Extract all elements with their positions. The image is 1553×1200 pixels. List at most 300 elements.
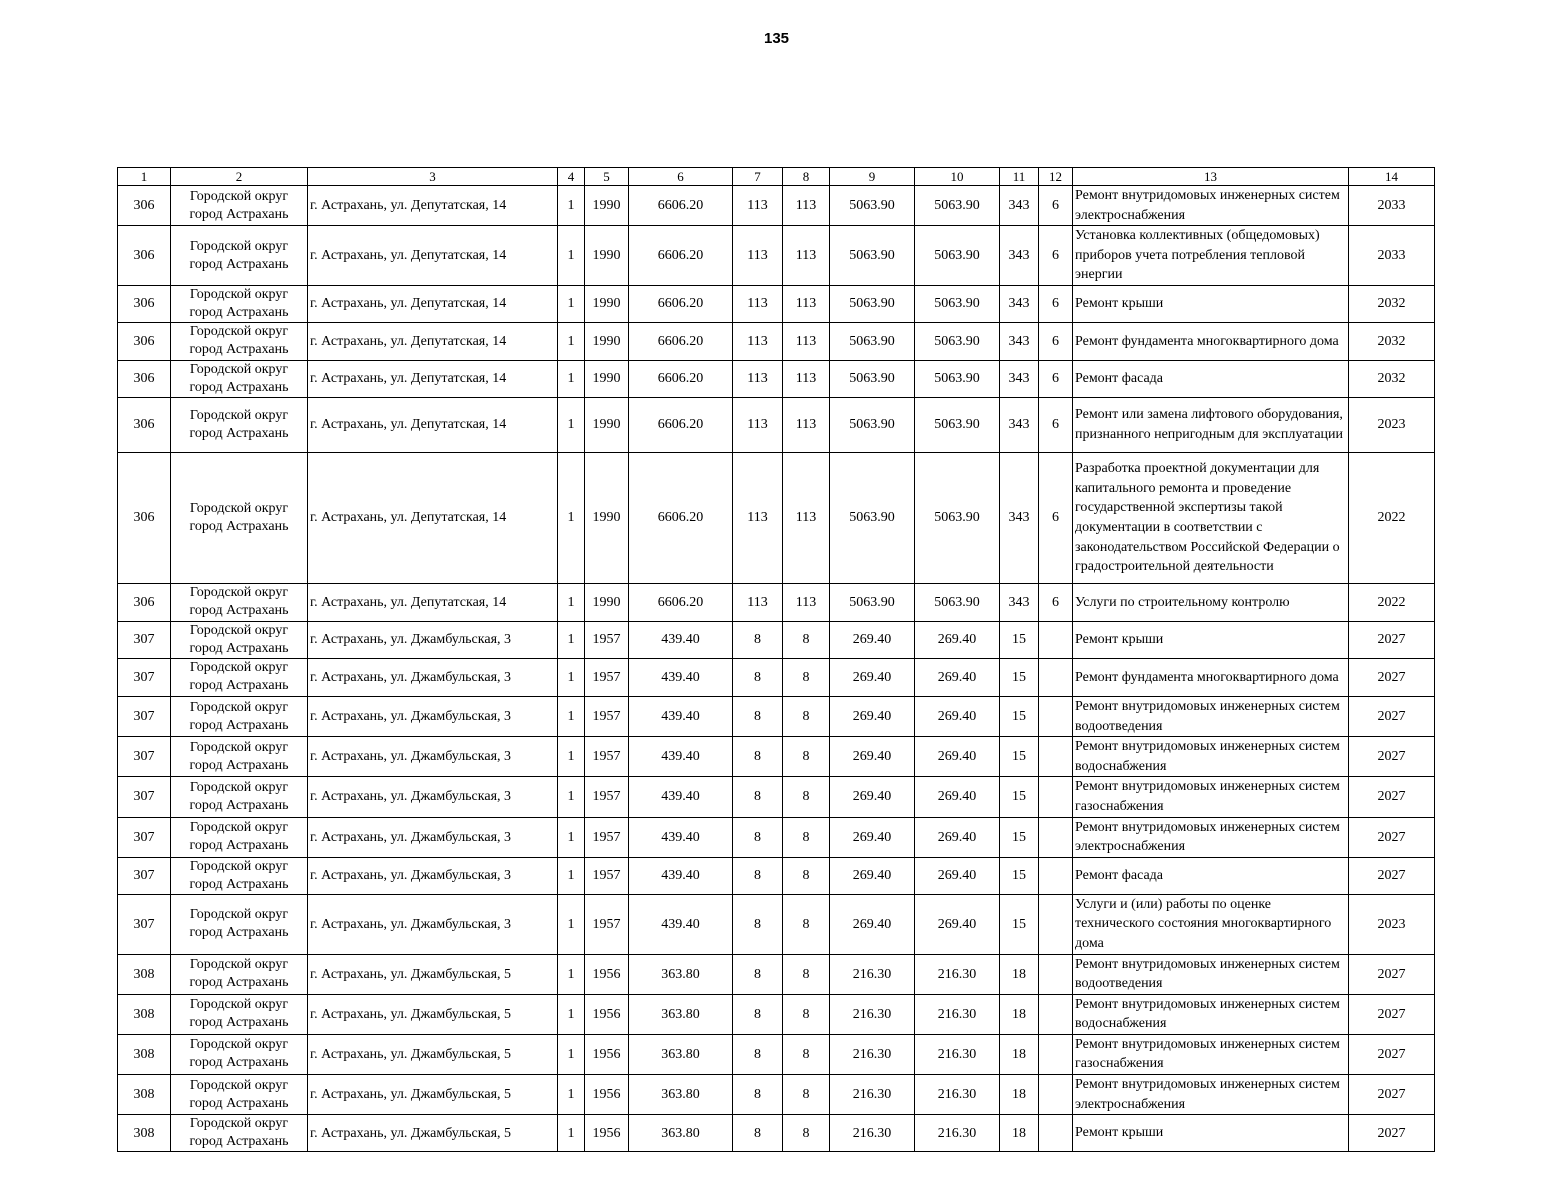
table-row: [118, 226, 1435, 286]
cell-col-4: 1: [558, 1075, 585, 1115]
cell-col-7: 8: [733, 1075, 783, 1115]
cell-year-built: 1956: [585, 1075, 629, 1115]
column-header: 12: [1039, 168, 1073, 186]
table-row: [118, 857, 1435, 894]
cell-work-type: Ремонт внутридомовых инженерных систем водоснабжения: [1073, 737, 1349, 777]
cell-municipality: Городской округ город Астрахань: [171, 1075, 308, 1115]
cell-col-6: 363.80: [629, 994, 733, 1034]
cell-planned-year: 2032: [1349, 285, 1435, 322]
cell-col-6: 6606.20: [629, 583, 733, 621]
cell-col-12: 6: [1039, 583, 1073, 621]
cell-year-built: 1990: [585, 226, 629, 286]
column-number-row: [118, 168, 1435, 186]
cell-work-type: Ремонт внутридомовых инженерных систем газоснабжения: [1073, 1034, 1349, 1074]
cell-planned-year: 2032: [1349, 322, 1435, 360]
cell-col-12: [1039, 857, 1073, 894]
cell-planned-year: 2027: [1349, 954, 1435, 994]
cell-col-12: 6: [1039, 397, 1073, 452]
cell-planned-year: 2027: [1349, 817, 1435, 857]
cell-col-9: 269.40: [830, 857, 915, 894]
cell-col-9: 5063.90: [830, 583, 915, 621]
cell-municipality: Городской округ город Астрахань: [171, 737, 308, 777]
cell-col-12: [1039, 621, 1073, 658]
cell-col-7: 113: [733, 285, 783, 322]
table-row: [118, 696, 1435, 736]
cell-col-6: 6606.20: [629, 285, 733, 322]
cell-object-number: 306: [118, 583, 171, 621]
table-row: [118, 360, 1435, 397]
cell-col-4: 1: [558, 658, 585, 696]
cell-col-10: 5063.90: [915, 285, 1000, 322]
cell-col-10: 269.40: [915, 621, 1000, 658]
cell-year-built: 1990: [585, 397, 629, 452]
cell-year-built: 1990: [585, 360, 629, 397]
cell-work-type: Ремонт внутридомовых инженерных систем водоотведения: [1073, 954, 1349, 994]
cell-object-number: 306: [118, 452, 171, 583]
cell-col-10: 269.40: [915, 817, 1000, 857]
cell-col-6: 363.80: [629, 1034, 733, 1074]
cell-col-8: 8: [783, 737, 830, 777]
cell-col-11: 15: [1000, 777, 1039, 817]
cell-object-number: 307: [118, 621, 171, 658]
cell-planned-year: 2023: [1349, 397, 1435, 452]
cell-address: г. Астрахань, ул. Джамбульская, 3: [308, 777, 558, 817]
cell-col-7: 8: [733, 994, 783, 1034]
cell-col-7: 113: [733, 186, 783, 226]
cell-col-8: 113: [783, 285, 830, 322]
cell-planned-year: 2027: [1349, 777, 1435, 817]
cell-col-6: 439.40: [629, 894, 733, 954]
cell-col-7: 8: [733, 894, 783, 954]
cell-col-7: 8: [733, 1115, 783, 1152]
cell-col-7: 113: [733, 360, 783, 397]
table-row: [118, 1075, 1435, 1115]
cell-col-9: 216.30: [830, 1115, 915, 1152]
cell-col-4: 1: [558, 621, 585, 658]
cell-year-built: 1956: [585, 1115, 629, 1152]
cell-col-8: 113: [783, 452, 830, 583]
cell-year-built: 1990: [585, 583, 629, 621]
cell-col-4: 1: [558, 696, 585, 736]
cell-col-4: 1: [558, 285, 585, 322]
cell-work-type: Ремонт фундамента многоквартирного дома: [1073, 322, 1349, 360]
cell-address: г. Астрахань, ул. Джамбульская, 5: [308, 994, 558, 1034]
cell-col-11: 343: [1000, 322, 1039, 360]
cell-col-8: 8: [783, 1115, 830, 1152]
cell-col-4: 1: [558, 186, 585, 226]
cell-address: г. Астрахань, ул. Джамбульская, 3: [308, 737, 558, 777]
cell-col-8: 8: [783, 994, 830, 1034]
column-header: 8: [783, 168, 830, 186]
cell-col-11: 343: [1000, 360, 1039, 397]
cell-col-8: 8: [783, 658, 830, 696]
cell-col-10: 5063.90: [915, 226, 1000, 286]
cell-year-built: 1990: [585, 452, 629, 583]
table-row: [118, 658, 1435, 696]
cell-object-number: 307: [118, 777, 171, 817]
cell-col-9: 269.40: [830, 817, 915, 857]
column-header: 6: [629, 168, 733, 186]
cell-col-4: 1: [558, 817, 585, 857]
table-body: [118, 168, 1435, 1152]
cell-address: г. Астрахань, ул. Депутатская, 14: [308, 285, 558, 322]
cell-col-7: 8: [733, 817, 783, 857]
cell-municipality: Городской округ город Астрахань: [171, 696, 308, 736]
cell-municipality: Городской округ город Астрахань: [171, 360, 308, 397]
cell-col-10: 269.40: [915, 737, 1000, 777]
cell-col-7: 8: [733, 621, 783, 658]
column-header: 4: [558, 168, 585, 186]
cell-col-12: 6: [1039, 360, 1073, 397]
cell-object-number: 308: [118, 1034, 171, 1074]
cell-col-4: 1: [558, 857, 585, 894]
cell-col-8: 8: [783, 817, 830, 857]
table-row: [118, 285, 1435, 322]
cell-col-4: 1: [558, 737, 585, 777]
cell-municipality: Городской округ город Астрахань: [171, 226, 308, 286]
cell-col-9: 269.40: [830, 621, 915, 658]
cell-col-8: 113: [783, 186, 830, 226]
cell-year-built: 1957: [585, 777, 629, 817]
cell-col-10: 216.30: [915, 954, 1000, 994]
cell-col-8: 113: [783, 226, 830, 286]
cell-year-built: 1957: [585, 621, 629, 658]
cell-col-8: 8: [783, 954, 830, 994]
cell-planned-year: 2027: [1349, 1034, 1435, 1074]
cell-col-6: 439.40: [629, 621, 733, 658]
table-row: [118, 1034, 1435, 1074]
cell-col-11: 15: [1000, 894, 1039, 954]
repair-schedule-table: [117, 167, 1435, 1152]
cell-work-type: Ремонт фасада: [1073, 360, 1349, 397]
cell-col-10: 216.30: [915, 1075, 1000, 1115]
cell-object-number: 307: [118, 817, 171, 857]
cell-col-6: 6606.20: [629, 322, 733, 360]
table-row: [118, 452, 1435, 583]
cell-object-number: 307: [118, 737, 171, 777]
cell-col-8: 8: [783, 777, 830, 817]
cell-work-type: Ремонт крыши: [1073, 285, 1349, 322]
cell-municipality: Городской округ город Астрахань: [171, 621, 308, 658]
cell-municipality: Городской округ город Астрахань: [171, 658, 308, 696]
cell-col-4: 1: [558, 954, 585, 994]
cell-planned-year: 2027: [1349, 994, 1435, 1034]
cell-planned-year: 2027: [1349, 696, 1435, 736]
cell-col-11: 18: [1000, 1075, 1039, 1115]
cell-col-8: 8: [783, 1034, 830, 1074]
cell-address: г. Астрахань, ул. Джамбульская, 3: [308, 696, 558, 736]
cell-col-10: 5063.90: [915, 322, 1000, 360]
cell-col-6: 439.40: [629, 696, 733, 736]
cell-municipality: Городской округ город Астрахань: [171, 1115, 308, 1152]
cell-object-number: 306: [118, 322, 171, 360]
cell-object-number: 307: [118, 696, 171, 736]
cell-col-8: 8: [783, 1075, 830, 1115]
cell-year-built: 1957: [585, 658, 629, 696]
cell-col-7: 113: [733, 322, 783, 360]
cell-planned-year: 2027: [1349, 1115, 1435, 1152]
cell-col-12: [1039, 954, 1073, 994]
cell-col-9: 269.40: [830, 777, 915, 817]
cell-address: г. Астрахань, ул. Джамбульская, 3: [308, 857, 558, 894]
cell-col-11: 343: [1000, 226, 1039, 286]
cell-col-12: [1039, 696, 1073, 736]
cell-planned-year: 2027: [1349, 1075, 1435, 1115]
cell-col-4: 1: [558, 322, 585, 360]
cell-col-9: 5063.90: [830, 226, 915, 286]
cell-work-type: Разработка проектной документации для капитального ремонта и проведение государственной экспертизы такой документации в соответствии с законодательством Российской Федерации о градостроительной деятельности: [1073, 452, 1349, 583]
cell-col-9: 5063.90: [830, 186, 915, 226]
cell-work-type: Ремонт внутридомовых инженерных систем электроснабжения: [1073, 1075, 1349, 1115]
cell-work-type: Ремонт фасада: [1073, 857, 1349, 894]
cell-col-4: 1: [558, 360, 585, 397]
cell-col-11: 18: [1000, 994, 1039, 1034]
cell-col-11: 343: [1000, 285, 1039, 322]
cell-col-12: [1039, 817, 1073, 857]
cell-year-built: 1957: [585, 817, 629, 857]
cell-col-8: 8: [783, 621, 830, 658]
cell-planned-year: 2023: [1349, 894, 1435, 954]
cell-object-number: 307: [118, 658, 171, 696]
cell-address: г. Астрахань, ул. Депутатская, 14: [308, 452, 558, 583]
cell-col-10: 5063.90: [915, 186, 1000, 226]
cell-col-6: 439.40: [629, 777, 733, 817]
cell-municipality: Городской округ город Астрахань: [171, 1034, 308, 1074]
cell-col-7: 113: [733, 397, 783, 452]
cell-col-10: 5063.90: [915, 583, 1000, 621]
cell-col-7: 8: [733, 737, 783, 777]
cell-col-10: 269.40: [915, 857, 1000, 894]
cell-address: г. Астрахань, ул. Джамбульская, 3: [308, 658, 558, 696]
cell-object-number: 308: [118, 1075, 171, 1115]
cell-col-4: 1: [558, 994, 585, 1034]
column-header: 1: [118, 168, 171, 186]
cell-year-built: 1957: [585, 696, 629, 736]
cell-col-12: 6: [1039, 226, 1073, 286]
cell-col-9: 5063.90: [830, 322, 915, 360]
cell-col-8: 113: [783, 397, 830, 452]
cell-col-10: 5063.90: [915, 452, 1000, 583]
cell-col-7: 8: [733, 777, 783, 817]
cell-year-built: 1990: [585, 322, 629, 360]
cell-col-7: 113: [733, 452, 783, 583]
table-row: [118, 737, 1435, 777]
table-row: [118, 954, 1435, 994]
cell-col-12: [1039, 777, 1073, 817]
cell-col-8: 8: [783, 857, 830, 894]
cell-planned-year: 2022: [1349, 452, 1435, 583]
cell-col-6: 6606.20: [629, 452, 733, 583]
cell-col-11: 15: [1000, 621, 1039, 658]
cell-planned-year: 2033: [1349, 186, 1435, 226]
cell-municipality: Городской округ город Астрахань: [171, 186, 308, 226]
cell-planned-year: 2022: [1349, 583, 1435, 621]
cell-col-12: [1039, 894, 1073, 954]
table-row: [118, 894, 1435, 954]
cell-col-11: 343: [1000, 452, 1039, 583]
cell-work-type: Ремонт крыши: [1073, 1115, 1349, 1152]
cell-year-built: 1956: [585, 954, 629, 994]
cell-municipality: Городской округ город Астрахань: [171, 285, 308, 322]
column-header: 7: [733, 168, 783, 186]
column-header: 9: [830, 168, 915, 186]
cell-col-9: 269.40: [830, 894, 915, 954]
cell-col-8: 113: [783, 360, 830, 397]
cell-col-9: 5063.90: [830, 397, 915, 452]
cell-object-number: 307: [118, 894, 171, 954]
cell-municipality: Городской округ город Астрахань: [171, 397, 308, 452]
cell-col-6: 6606.20: [629, 397, 733, 452]
cell-planned-year: 2027: [1349, 857, 1435, 894]
cell-address: г. Астрахань, ул. Джамбульская, 5: [308, 954, 558, 994]
cell-object-number: 306: [118, 285, 171, 322]
cell-col-9: 5063.90: [830, 360, 915, 397]
cell-col-6: 439.40: [629, 857, 733, 894]
cell-col-6: 363.80: [629, 1115, 733, 1152]
cell-work-type: Услуги и (или) работы по оценке технического состояния многоквартирного дома: [1073, 894, 1349, 954]
cell-col-10: 5063.90: [915, 397, 1000, 452]
table-row: [118, 1115, 1435, 1152]
table-row: [118, 583, 1435, 621]
cell-col-8: 8: [783, 894, 830, 954]
cell-object-number: 308: [118, 994, 171, 1034]
cell-year-built: 1990: [585, 285, 629, 322]
cell-work-type: Установка коллективных (общедомовых) приборов учета потребления тепловой энергии: [1073, 226, 1349, 286]
cell-object-number: 307: [118, 857, 171, 894]
cell-address: г. Астрахань, ул. Джамбульская, 5: [308, 1115, 558, 1152]
cell-col-6: 439.40: [629, 737, 733, 777]
cell-municipality: Городской округ город Астрахань: [171, 452, 308, 583]
cell-col-4: 1: [558, 1034, 585, 1074]
cell-object-number: 306: [118, 226, 171, 286]
table-row: [118, 397, 1435, 452]
cell-object-number: 306: [118, 186, 171, 226]
cell-col-8: 113: [783, 583, 830, 621]
cell-col-9: 269.40: [830, 658, 915, 696]
cell-planned-year: 2033: [1349, 226, 1435, 286]
cell-col-12: 6: [1039, 285, 1073, 322]
cell-col-11: 15: [1000, 658, 1039, 696]
cell-work-type: Ремонт фундамента многоквартирного дома: [1073, 658, 1349, 696]
table-row: [118, 322, 1435, 360]
cell-col-10: 5063.90: [915, 360, 1000, 397]
cell-col-7: 113: [733, 226, 783, 286]
cell-work-type: Ремонт внутридомовых инженерных систем электроснабжения: [1073, 186, 1349, 226]
cell-address: г. Астрахань, ул. Джамбульская, 3: [308, 894, 558, 954]
column-header: 11: [1000, 168, 1039, 186]
cell-col-9: 216.30: [830, 1075, 915, 1115]
cell-col-11: 18: [1000, 1115, 1039, 1152]
cell-work-type: Ремонт внутридомовых инженерных систем газоснабжения: [1073, 777, 1349, 817]
cell-object-number: 306: [118, 397, 171, 452]
column-header: 10: [915, 168, 1000, 186]
cell-col-9: 5063.90: [830, 285, 915, 322]
cell-year-built: 1956: [585, 1034, 629, 1074]
cell-col-7: 8: [733, 658, 783, 696]
cell-planned-year: 2027: [1349, 658, 1435, 696]
cell-address: г. Астрахань, ул. Депутатская, 14: [308, 397, 558, 452]
table-row: [118, 994, 1435, 1034]
cell-municipality: Городской округ город Астрахань: [171, 322, 308, 360]
cell-col-11: 15: [1000, 857, 1039, 894]
cell-col-11: 15: [1000, 737, 1039, 777]
cell-col-7: 113: [733, 583, 783, 621]
cell-col-9: 216.30: [830, 994, 915, 1034]
cell-col-12: 6: [1039, 322, 1073, 360]
cell-year-built: 1957: [585, 737, 629, 777]
cell-work-type: Ремонт или замена лифтового оборудования, признанного непригодным для эксплуатации: [1073, 397, 1349, 452]
cell-col-10: 269.40: [915, 658, 1000, 696]
cell-work-type: Ремонт внутридомовых инженерных систем водоснабжения: [1073, 994, 1349, 1034]
column-header: 2: [171, 168, 308, 186]
cell-col-6: 363.80: [629, 1075, 733, 1115]
cell-col-6: 439.40: [629, 658, 733, 696]
cell-col-10: 216.30: [915, 1034, 1000, 1074]
cell-object-number: 308: [118, 954, 171, 994]
cell-col-12: 6: [1039, 186, 1073, 226]
cell-col-4: 1: [558, 1115, 585, 1152]
column-header: 3: [308, 168, 558, 186]
cell-col-9: 216.30: [830, 954, 915, 994]
cell-address: г. Астрахань, ул. Джамбульская, 3: [308, 621, 558, 658]
cell-address: г. Астрахань, ул. Депутатская, 14: [308, 186, 558, 226]
cell-col-6: 439.40: [629, 817, 733, 857]
cell-col-11: 343: [1000, 397, 1039, 452]
cell-col-4: 1: [558, 894, 585, 954]
cell-address: г. Астрахань, ул. Джамбульская, 3: [308, 817, 558, 857]
table-row: [118, 186, 1435, 226]
cell-col-7: 8: [733, 954, 783, 994]
cell-address: г. Астрахань, ул. Депутатская, 14: [308, 322, 558, 360]
cell-address: г. Астрахань, ул. Джамбульская, 5: [308, 1034, 558, 1074]
cell-col-6: 6606.20: [629, 360, 733, 397]
page-number: 135: [763, 30, 790, 47]
cell-col-9: 269.40: [830, 696, 915, 736]
cell-col-9: 269.40: [830, 737, 915, 777]
cell-col-4: 1: [558, 226, 585, 286]
cell-work-type: Ремонт внутридомовых инженерных систем водоотведения: [1073, 696, 1349, 736]
cell-municipality: Городской округ город Астрахань: [171, 583, 308, 621]
cell-col-12: 6: [1039, 452, 1073, 583]
cell-col-10: 269.40: [915, 777, 1000, 817]
cell-col-11: 15: [1000, 817, 1039, 857]
cell-col-8: 8: [783, 696, 830, 736]
cell-col-10: 216.30: [915, 1115, 1000, 1152]
cell-col-6: 6606.20: [629, 226, 733, 286]
cell-municipality: Городской округ город Астрахань: [171, 894, 308, 954]
cell-work-type: Ремонт внутридомовых инженерных систем электроснабжения: [1073, 817, 1349, 857]
cell-col-12: [1039, 1115, 1073, 1152]
cell-col-4: 1: [558, 397, 585, 452]
cell-municipality: Городской округ город Астрахань: [171, 777, 308, 817]
cell-col-9: 216.30: [830, 1034, 915, 1074]
cell-col-4: 1: [558, 452, 585, 583]
cell-planned-year: 2027: [1349, 621, 1435, 658]
cell-address: г. Астрахань, ул. Джамбульская, 5: [308, 1075, 558, 1115]
cell-col-12: [1039, 658, 1073, 696]
cell-col-7: 8: [733, 857, 783, 894]
cell-year-built: 1957: [585, 894, 629, 954]
cell-municipality: Городской округ город Астрахань: [171, 817, 308, 857]
cell-planned-year: 2027: [1349, 737, 1435, 777]
cell-municipality: Городской округ город Астрахань: [171, 994, 308, 1034]
cell-col-11: 343: [1000, 186, 1039, 226]
cell-col-11: 18: [1000, 954, 1039, 994]
column-header: 13: [1073, 168, 1349, 186]
cell-municipality: Городской округ город Астрахань: [171, 857, 308, 894]
cell-col-12: [1039, 1075, 1073, 1115]
cell-col-6: 6606.20: [629, 186, 733, 226]
